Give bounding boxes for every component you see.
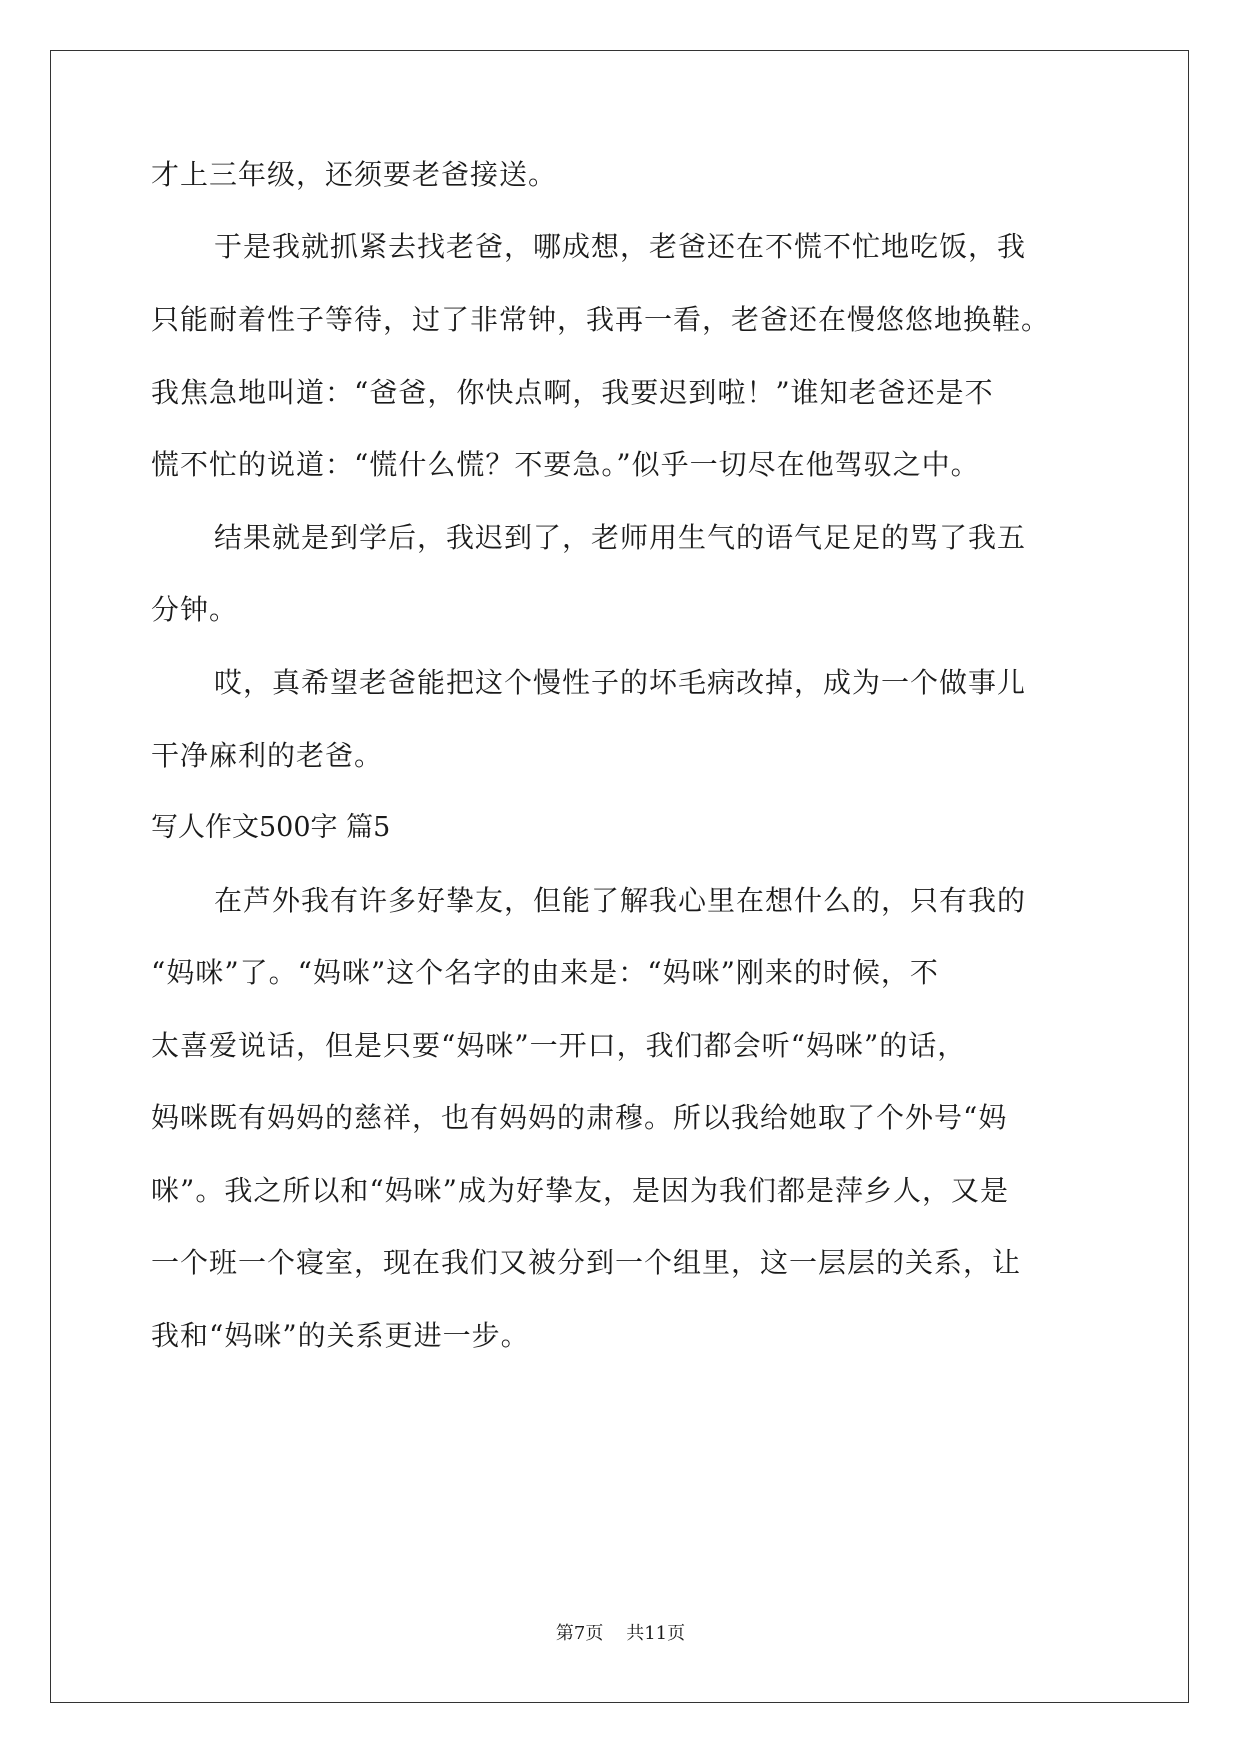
text-line: 我和“妈咪”的关系更进一步。	[151, 1319, 530, 1352]
page-border	[50, 50, 1189, 1703]
text-line: “妈咪”了。“妈咪”这个名字的由来是：“妈咪”刚来的时候，不	[151, 956, 939, 989]
text-line: 干净麻利的老爸。	[151, 739, 384, 772]
section-heading: 写人作文500字 篇5	[151, 812, 391, 843]
paragraph-start: 于是我就抓紧去找老爸，哪成想，老爸还在不慌不忙地吃饭，我	[214, 230, 1027, 263]
text-line: 才上三年级，还须要老爸接送。	[151, 158, 558, 191]
text-line: 只能耐着性子等待，过了非常钟，我再一看，老爸还在慢悠悠地换鞋。	[151, 303, 1051, 336]
page-number: 第7页 共11页	[555, 1623, 686, 1644]
paragraph-start: 哎，真希望老爸能把这个慢性子的坏毛病改掉，成为一个做事儿	[214, 666, 1027, 699]
text-line: 分钟。	[151, 593, 239, 626]
text-line: 慌不忙的说道：“慌什么慌？不要急。”似乎一切尽在他驾驭之中。	[151, 448, 980, 481]
paragraph-start: 在芦外我有许多好挚友，但能了解我心里在想什么的，只有我的	[214, 884, 1027, 917]
text-line: 咪”。我之所以和“妈咪”成为好挚友，是因为我们都是萍乡人，又是	[151, 1174, 1009, 1207]
text-line: 妈咪既有妈妈的慈祥，也有妈妈的肃穆。所以我给她取了个外号“妈	[151, 1101, 1008, 1134]
paragraph-start: 结果就是到学后，我迟到了，老师用生气的语气足足的骂了我五	[214, 521, 1027, 554]
text-line: 我焦急地叫道：“爸爸，你快点啊，我要迟到啦！”谁知老爸还是不	[151, 376, 994, 409]
text-line: 一个班一个寝室，现在我们又被分到一个组里，这一层层的关系，让	[151, 1246, 1022, 1279]
text-line: 太喜爱说话，但是只要“妈咪”一开口，我们都会听“妈咪”的话，	[151, 1029, 967, 1062]
